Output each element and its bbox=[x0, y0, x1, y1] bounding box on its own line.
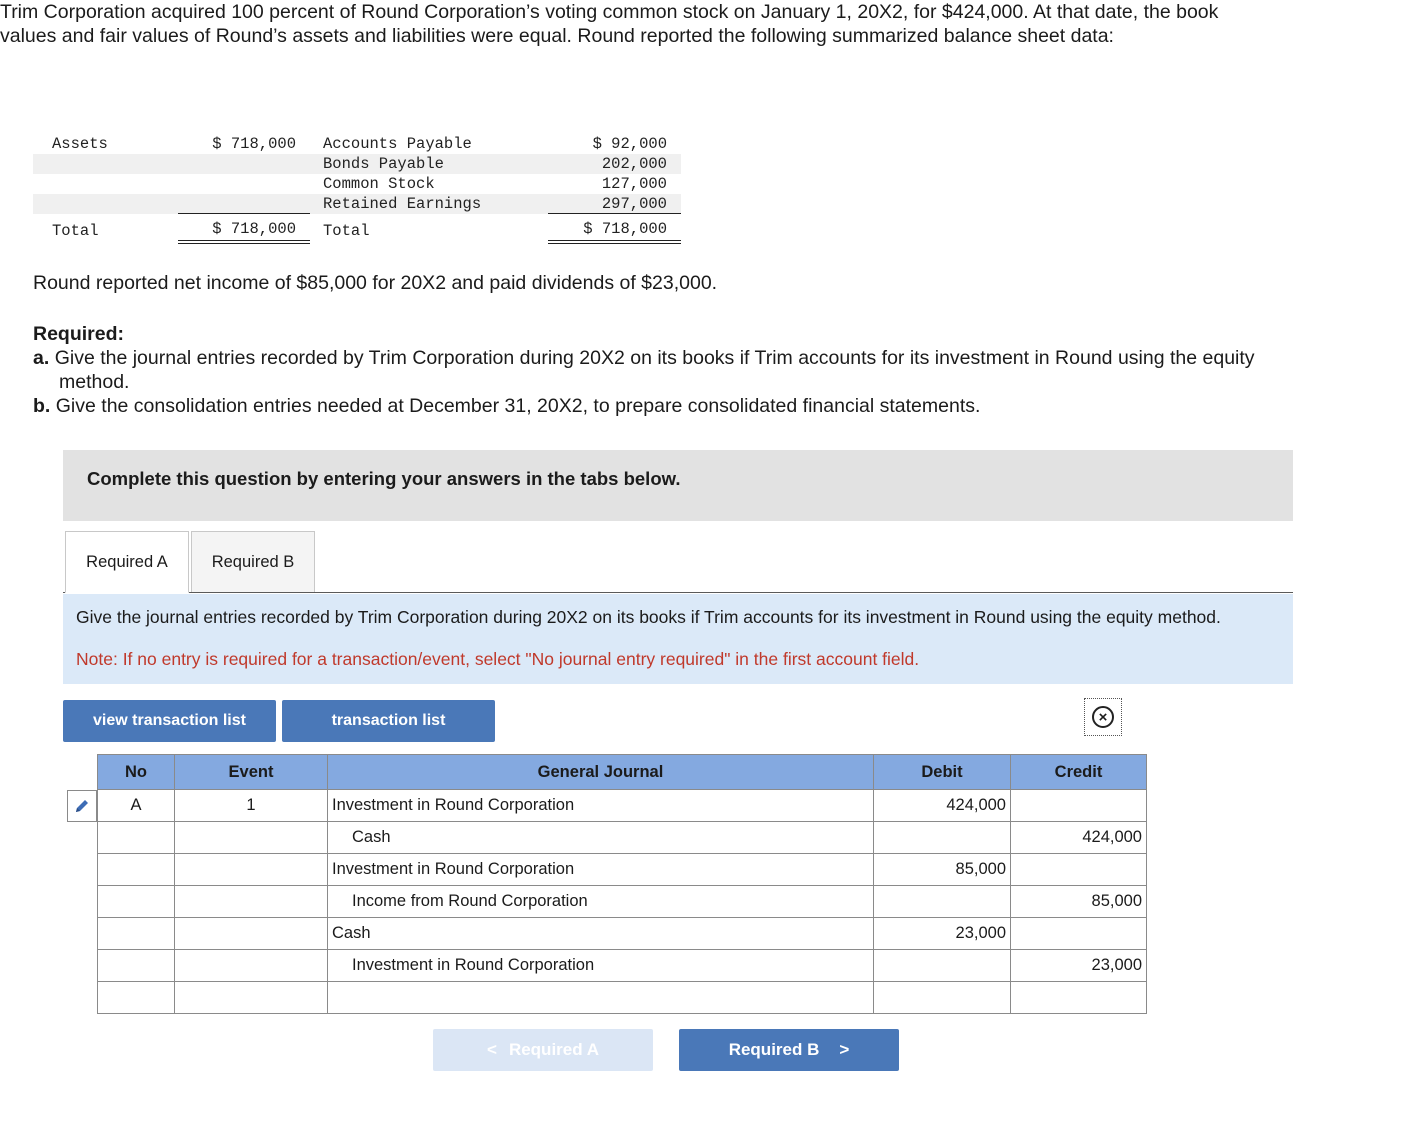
instructions-banner bbox=[63, 450, 1293, 521]
total-label: Total bbox=[52, 222, 99, 240]
cell-debit[interactable] bbox=[874, 886, 1011, 918]
intro-paragraph: Trim Corporation acquired 100 percent of Round Corporation’s voting common stock on January 1, 20X2, for $424,000. At that date, the book values and fair values of Round’s assets and liabilities were equal. Round reported the following summarized balance sheet data: bbox=[0, 1, 1219, 47]
liability-value: $ 92,000 bbox=[592, 135, 667, 153]
header-credit: Credit bbox=[1011, 755, 1147, 790]
assets-label: Assets bbox=[52, 135, 108, 153]
cell-credit[interactable]: 23,000 bbox=[1011, 950, 1147, 982]
cell-no bbox=[98, 982, 175, 1014]
instruction-note: Note: If no entry is required for a transaction/event, select "No journal entry required" in the first account field. bbox=[76, 649, 920, 669]
table-row bbox=[98, 886, 1147, 918]
prev-label: Required A bbox=[508, 1040, 599, 1059]
header-no: No bbox=[98, 755, 175, 790]
cell-debit[interactable]: 23,000 bbox=[874, 918, 1011, 950]
cell-event bbox=[175, 982, 328, 1014]
table-row bbox=[98, 854, 1147, 886]
required-title: Required: bbox=[33, 323, 125, 345]
liability-label: Accounts Payable bbox=[323, 135, 472, 153]
total-right-value: $ 718,000 bbox=[583, 220, 667, 238]
header-event: Event bbox=[175, 755, 328, 790]
table-row bbox=[98, 822, 1147, 854]
liability-label: Common Stock bbox=[323, 175, 435, 193]
cell-no: A bbox=[98, 790, 175, 822]
transaction-list-button[interactable]: transaction list bbox=[282, 700, 495, 742]
tab-required-a[interactable]: Required A bbox=[65, 531, 189, 593]
cell-account[interactable]: Investment in Round Corporation bbox=[328, 854, 874, 886]
cell-credit[interactable] bbox=[1011, 982, 1147, 1014]
instruction-panel bbox=[63, 594, 1293, 684]
general-journal-table bbox=[97, 754, 1147, 1014]
cell-account[interactable]: Income from Round Corporation bbox=[328, 886, 874, 918]
chevron-left-icon: < bbox=[487, 1040, 497, 1059]
prev-required-a-button[interactable] bbox=[433, 1029, 653, 1071]
cell-account[interactable]: Investment in Round Corporation bbox=[328, 950, 874, 982]
cell-event: 1 bbox=[175, 790, 328, 822]
cell-no bbox=[98, 822, 175, 854]
cell-debit[interactable]: 85,000 bbox=[874, 854, 1011, 886]
total-right-label: Total bbox=[323, 222, 370, 240]
cell-debit[interactable] bbox=[874, 822, 1011, 854]
header-debit: Debit bbox=[874, 755, 1011, 790]
cell-debit[interactable] bbox=[874, 982, 1011, 1014]
cell-credit[interactable] bbox=[1011, 790, 1147, 822]
liability-value: 127,000 bbox=[601, 175, 667, 193]
cell-event bbox=[175, 822, 328, 854]
assets-underline bbox=[178, 213, 310, 214]
cell-account[interactable]: Cash bbox=[328, 918, 874, 950]
cell-no bbox=[98, 950, 175, 982]
cell-event bbox=[175, 854, 328, 886]
cell-no bbox=[98, 886, 175, 918]
cell-debit[interactable]: 424,000 bbox=[874, 790, 1011, 822]
table-row bbox=[98, 918, 1147, 950]
cell-account[interactable]: Investment in Round Corporation bbox=[328, 790, 874, 822]
cell-event bbox=[175, 950, 328, 982]
cell-credit[interactable] bbox=[1011, 854, 1147, 886]
next-required-b-button[interactable] bbox=[679, 1029, 899, 1071]
cell-event bbox=[175, 918, 328, 950]
assets-value: $ 718,000 bbox=[212, 135, 296, 153]
cell-account[interactable] bbox=[328, 982, 874, 1014]
pencil-icon bbox=[73, 797, 91, 815]
view-transaction-list-button[interactable]: view transaction list bbox=[63, 700, 276, 742]
complete-text: Complete this question by entering your answers in the tabs below. bbox=[87, 468, 681, 489]
assets-double-underline bbox=[178, 240, 310, 244]
cell-no bbox=[98, 854, 175, 886]
tab-required-b[interactable]: Required B bbox=[191, 531, 315, 593]
required-a: a. Give the journal entries recorded by Trim Corporation during 20X2 on its books if Trim accounts for its investment in Round using the equity method. bbox=[33, 347, 1255, 393]
instruction-text: Give the journal entries recorded by Trim Corporation during 20X2 on its books if Trim accounts for its investment in Round using the equity method. bbox=[76, 607, 1221, 627]
table-row bbox=[98, 982, 1147, 1014]
table-row bbox=[98, 790, 1147, 822]
liabilities-underline bbox=[548, 213, 681, 214]
net-income-text: Round reported net income of $85,000 for 20X2 and paid dividends of $23,000. bbox=[33, 272, 718, 294]
next-label: Required B bbox=[728, 1040, 820, 1059]
clear-entries-button[interactable] bbox=[1084, 698, 1122, 736]
header-general-journal: General Journal bbox=[328, 755, 874, 790]
liability-label: Bonds Payable bbox=[323, 155, 444, 173]
table-row bbox=[98, 950, 1147, 982]
chevron-right-icon: > bbox=[839, 1040, 850, 1059]
liability-value: 297,000 bbox=[601, 195, 667, 213]
table-header-row bbox=[98, 755, 1147, 790]
cell-account[interactable]: Cash bbox=[328, 822, 874, 854]
cell-credit[interactable] bbox=[1011, 918, 1147, 950]
cell-debit[interactable] bbox=[874, 950, 1011, 982]
cell-credit[interactable]: 85,000 bbox=[1011, 886, 1147, 918]
cell-no bbox=[98, 918, 175, 950]
required-b: b. Give the consolidation entries needed at December 31, 20X2, to prepare consolidated financial statements. bbox=[33, 395, 981, 417]
required-section bbox=[33, 322, 1283, 418]
edit-row-button[interactable] bbox=[67, 790, 97, 822]
close-icon: × bbox=[1092, 706, 1114, 728]
cell-event bbox=[175, 886, 328, 918]
total-assets: $ 718,000 bbox=[212, 220, 296, 238]
liabilities-double-underline bbox=[548, 240, 681, 244]
liability-label: Retained Earnings bbox=[323, 195, 482, 213]
cell-credit[interactable]: 424,000 bbox=[1011, 822, 1147, 854]
liability-value: 202,000 bbox=[601, 155, 667, 173]
